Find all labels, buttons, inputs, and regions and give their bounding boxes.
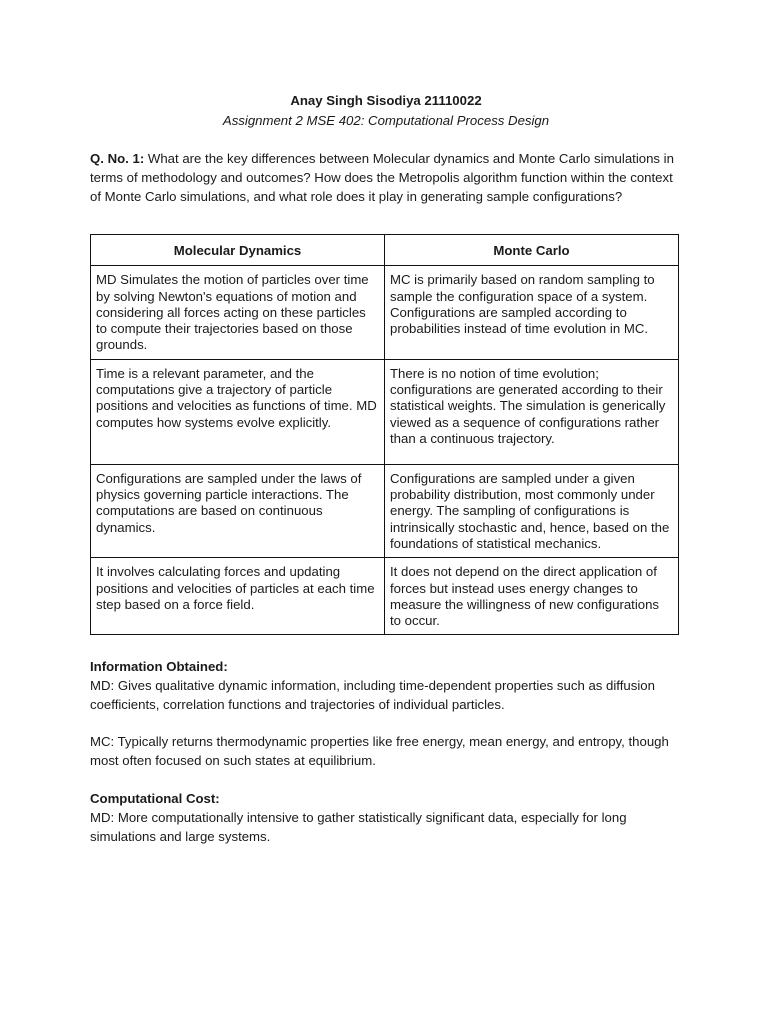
table-cell-md: Time is a relevant parameter, and the computations give a trajectory of particle positions and velocities as functions of time. MD computes how systems evolve explicitly.	[91, 359, 385, 464]
table-cell-md: It involves calculating forces and updating positions and velocities of particles at each time step based on a force field.	[91, 558, 385, 635]
table-row	[91, 464, 679, 557]
information-mc-paragraph: MC: Typically returns thermodynamic properties like free energy, mean energy, and entropy, though most often focused on such states at equilibrium.	[90, 734, 669, 769]
table-header-mc: Monte Carlo	[385, 235, 679, 266]
question-paragraph	[90, 149, 682, 206]
question-text: What are the key differences between Molecular dynamics and Monte Carlo simulations in terms of methodology and outcomes? How does the Metropolis algorithm function within the context of Monte Carlo simulations, and what role does it play in generating sample configurations?	[90, 151, 674, 204]
table-row	[91, 558, 679, 635]
table-cell-mc: There is no notion of time evolution; configurations are generated according to their statistical weights. The simulation is generically viewed as a sequence of configurations rather than a continuous trajectory.	[385, 359, 679, 464]
information-md-paragraph: MD: Gives qualitative dynamic information, including time-dependent properties such as diffusion coefficients, correlation functions and trajectories of individual particles.	[90, 678, 655, 713]
question-label: Q. No. 1:	[90, 151, 145, 166]
table-cell-mc: Configurations are sampled under a given probability distribution, most commonly under energy. The sampling of configurations is intrinsically stochastic and, hence, based on the foundations of statistical mechanics.	[385, 464, 679, 557]
table-cell-md: MD Simulates the motion of particles over time by solving Newton's equations of motion and considering all forces acting on these particles to compute their trajectories based on those grounds.	[91, 266, 385, 359]
information-heading: Information Obtained:	[90, 659, 228, 675]
document-title: Anay Singh Sisodiya 21110022	[290, 93, 482, 108]
comparison-table	[90, 234, 679, 635]
table-row	[91, 266, 679, 359]
document-subtitle: Assignment 2 MSE 402: Computational Process Design	[222, 113, 550, 128]
spacer	[90, 714, 682, 732]
table-cell-mc: It does not depend on the direct application of forces but instead uses energy changes to measure the willingness of new configurations to occur.	[385, 558, 679, 635]
table-row	[91, 359, 679, 464]
table-header-md: Molecular Dynamics	[91, 235, 385, 266]
table-header-row	[91, 235, 679, 266]
table-cell-md: Configurations are sampled under the laws of physics governing particle interactions. The computations are based on continuous dynamics.	[91, 464, 385, 557]
cost-md-paragraph: MD: More computationally intensive to gather statistically significant data, especially for long simulations and large systems.	[90, 810, 627, 845]
cost-heading: Computational Cost:	[90, 791, 220, 807]
table-cell-mc: MC is primarily based on random sampling to sample the configuration space of a system. Configurations are sampled according to probabilities instead of time evolution in MC.	[385, 266, 679, 359]
